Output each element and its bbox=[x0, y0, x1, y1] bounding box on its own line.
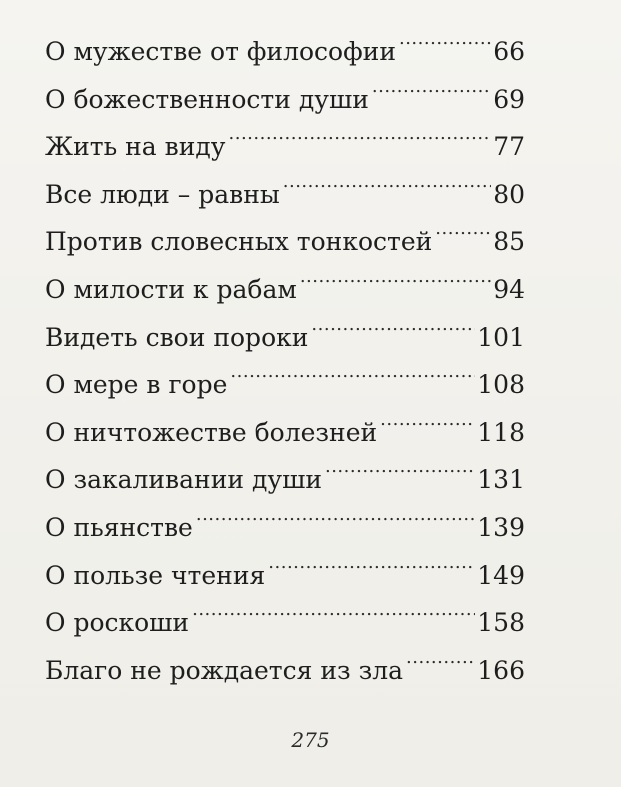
toc-entry-page: 131 bbox=[477, 465, 525, 495]
toc-leader-dots bbox=[300, 273, 491, 298]
toc-leader-dots bbox=[268, 559, 475, 584]
toc-entry-title: О божественности души bbox=[45, 84, 369, 114]
toc-leader-dots bbox=[229, 130, 492, 155]
toc-leader-dots bbox=[192, 606, 475, 631]
toc-entry bbox=[45, 647, 525, 695]
toc-entry-page: 80 bbox=[493, 179, 525, 209]
table-of-contents bbox=[45, 28, 525, 694]
toc-entry bbox=[45, 76, 525, 124]
toc-leader-dots bbox=[230, 368, 475, 393]
toc-entry bbox=[45, 599, 525, 647]
toc-leader-dots bbox=[325, 463, 475, 488]
toc-entry-page: 85 bbox=[493, 227, 525, 257]
toc-leader-dots bbox=[196, 511, 475, 536]
toc-entry-page: 166 bbox=[477, 655, 525, 685]
toc-entry-title: Против словесных тонкостей bbox=[45, 227, 433, 257]
toc-leader-dots bbox=[406, 654, 475, 679]
toc-entry-title: Жить на виду bbox=[45, 132, 226, 162]
toc-entry-title: О мужестве от философии bbox=[45, 37, 396, 66]
toc-entry-title: Благо не рождается из зла bbox=[45, 655, 404, 685]
toc-entry-page: 149 bbox=[477, 560, 525, 590]
toc-entry-page: 77 bbox=[493, 132, 525, 162]
toc-entry-page: 66 bbox=[493, 37, 525, 66]
toc-entry bbox=[45, 266, 525, 314]
toc-leader-dots bbox=[435, 225, 491, 250]
toc-entry bbox=[45, 218, 525, 266]
toc-leader-dots bbox=[399, 35, 491, 60]
toc-entry-title: О мере в горе bbox=[45, 370, 228, 400]
toc-entry bbox=[45, 28, 525, 76]
page-number: 275 bbox=[291, 728, 330, 752]
toc-entry-page: 101 bbox=[477, 322, 525, 352]
toc-entry bbox=[45, 552, 525, 600]
toc-entry-title: Все люди – равны bbox=[45, 179, 280, 209]
toc-entry-page: 69 bbox=[493, 84, 525, 114]
toc-entry-page: 94 bbox=[493, 274, 525, 304]
toc-entry bbox=[45, 409, 525, 457]
toc-leader-dots bbox=[283, 178, 491, 203]
toc-entry-page: 118 bbox=[477, 417, 525, 447]
toc-entry-page: 139 bbox=[477, 512, 525, 542]
toc-entry-title: О ничтожестве болезней bbox=[45, 417, 378, 447]
toc-leader-dots bbox=[311, 321, 475, 346]
toc-entry-title: О закаливании души bbox=[45, 465, 322, 495]
toc-entry-title: Видеть свои пороки bbox=[45, 322, 309, 352]
toc-entry bbox=[45, 314, 525, 362]
toc-entry bbox=[45, 123, 525, 171]
toc-entry-page: 108 bbox=[477, 370, 525, 400]
toc-entry-title: О пьянстве bbox=[45, 512, 193, 542]
toc-leader-dots bbox=[372, 83, 491, 108]
toc-entry bbox=[45, 171, 525, 219]
toc-entry bbox=[45, 504, 525, 552]
toc-entry-title: О пользе чтения bbox=[45, 560, 266, 590]
toc-entry bbox=[45, 361, 525, 409]
toc-entry-title: О милости к рабам bbox=[45, 274, 297, 304]
toc-entry-page: 158 bbox=[477, 608, 525, 638]
toc-entry bbox=[45, 456, 525, 504]
toc-leader-dots bbox=[380, 416, 475, 441]
toc-entry-title: О роскоши bbox=[45, 608, 190, 638]
